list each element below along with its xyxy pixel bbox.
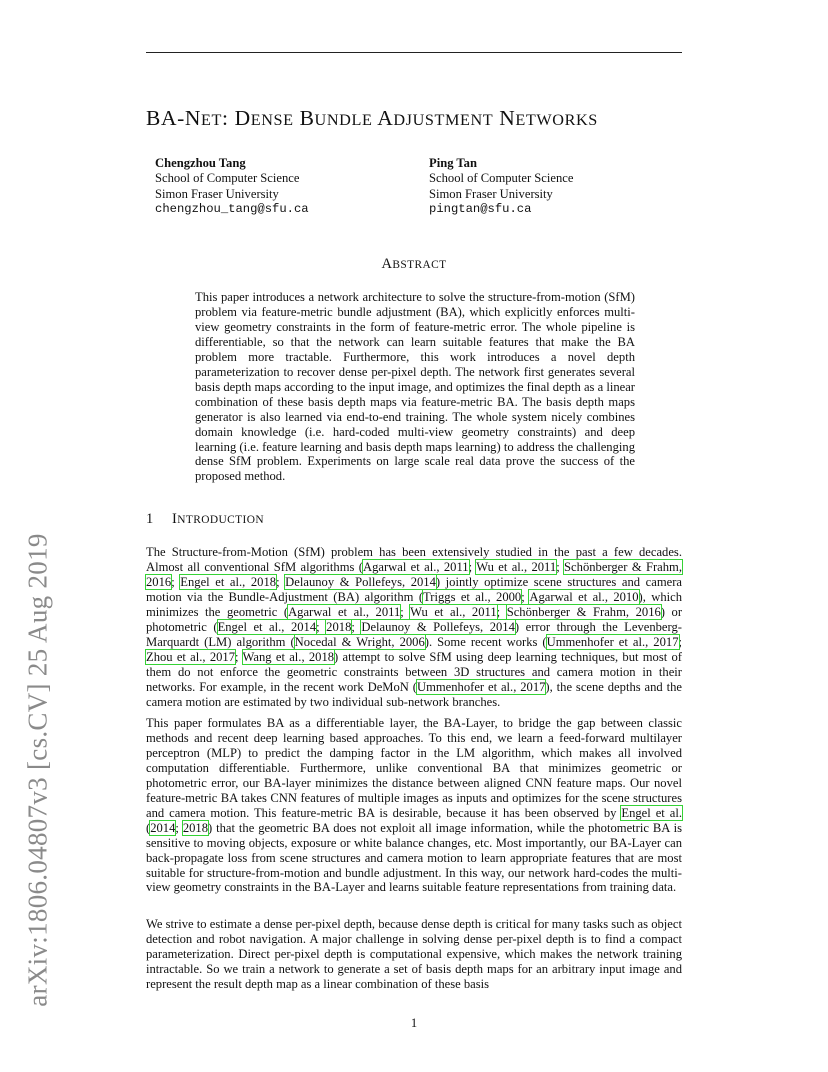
author-email[interactable]: chengzhou_tang@sfu.ca [155,202,309,217]
author-email[interactable]: pingtan@sfu.ca [429,202,532,217]
citation-link[interactable]: Agarwal et al., 2010 [529,589,639,604]
page-number: 1 [410,1016,418,1030]
citation-link[interactable]: Wang et al., 2018 [242,649,335,664]
citation-link[interactable]: Ummenhofer et al., 2017 [546,634,679,649]
author-name: Ping Tan [429,156,477,170]
citation-link[interactable]: 2014 [150,820,176,835]
citation-link[interactable]: Triggs et al., 2000 [423,589,522,604]
section-title: INTRODUCTION [172,511,264,527]
citation-link[interactable]: Delaunoy & Pollefeys, 2014 [361,619,515,634]
citation-link[interactable]: Nocedal & Wright, 2006 [294,634,425,649]
section-number: 1 [146,511,154,527]
arxiv-identifier: arXiv:1806.04807v3 [cs.CV] 25 Aug 2019 [22,533,53,1007]
author-university: Simon Fraser University [429,186,553,201]
intro-paragraph-2: This paper formulates BA as a differentiable layer, the BA-Layer, to bridge the gap between classic methods and recent deep learning based approaches. To this end, we learn a feed-forward multilayer perceptron (MLP) to predict the damping factor in the LM algorithm, which makes all involved computation differentiable. Furthermore, unlike conventional BA that minimizes geometric or photometric error, our BA-layer minimizes the distance between aligned CNN feature maps. Our novel feature-metric BA takes CNN features of multiple images as inputs and optimizes for the scene structures and camera motion. This feature-metric BA is desirable, because it has been observed by Engel et al. (2014; 2018) that the geometric BA does not exploit all image information, while the photometric BA is sensitive to moving objects, exposure or white balance changes, etc. Most importantly, our BA-Layer can back-propagate loss from scene structures and camera motion to learn appropriate features that are most suitable for structure-from-motion and bundle adjustment. In this way, our network hard-codes the multi-view geometry constraints in the BA-Layer and learns suitable feature representations from training data. [146,716,682,895]
author-block-2 [429,156,573,218]
citation-link[interactable]: Wu et al., 2011 [410,604,497,619]
top-rule [146,52,682,53]
abstract-text: This paper introduces a network architecture to solve the structure-from-motion (SfM) problem via feature-metric bundle adjustment (BA), which explicitly enforces multi-view geometry constraints in the form of feature-metric error. The whole pipeline is differentiable, so that the network can learn suitable features that make the BA problem more tractable. Furthermore, this work introduces a novel depth parameterization to recover dense per-pixel depth. The network first generates several basis depth maps according to the input image, and optimizes the final depth as a linear combination of these basis depth maps via feature-metric BA. The basis depth maps generator is also learned via end-to-end training. The whole system nicely combines domain knowledge (i.e. hard-coded multi-view geometry constraints) and deep learning (i.e. feature learning and basis depth maps learning) to address the challenging dense SfM problem. Experiments on large scale real data prove the success of the proposed method. [195,290,635,484]
citation-link[interactable]: Engel et al. [621,805,682,820]
citation-link[interactable]: Delaunoy & Pollefeys, 2014 [285,574,436,589]
author-school: School of Computer Science [429,171,574,186]
intro-paragraph-3: We strive to estimate a dense per-pixel depth, because dense depth is critical for many tasks such as object detection and robot navigation. A major challenge in solving dense per-pixel depth is to find a compact parameterization. Direct per-pixel depth is computational expensive, which makes the network training intractable. So we train a network to generate a set of basis depth maps for an arbitrary input image and represent the result depth map as a linear combination of these basis [146,917,682,991]
citation-link[interactable]: Agarwal et al., 2011 [362,559,469,574]
author-block-1 [155,156,309,218]
citation-link[interactable]: Agarwal et al., 2011 [288,604,401,619]
section-heading [146,511,264,528]
abstract-heading [0,256,828,273]
citation-link[interactable]: Wu et al., 2011 [476,559,557,574]
paper-title-text: BA-NET: DENSE BUNDLE ADJUSTMENT NETWORKS [146,106,598,130]
citation-link[interactable]: Engel et al., 2014 [217,619,317,634]
citation-link[interactable]: Zhou et al., 2017 [146,649,236,664]
citation-link[interactable]: Engel et al., 2018 [180,574,277,589]
intro-paragraph-1: The Structure-from-Motion (SfM) problem has been extensively studied in the past a few decades. Almost all conventional SfM algorithms (Agarwal et al., 2011; Wu et al., 2011; Schönberger & Frahm, 2016; Engel et al., 2018; Delaunoy & Pollefeys, 2014) jointly optimize scene structures and camera motion via the Bundle-Adjustment (BA) algorithm (Triggs et al., 2000; Agarwal et al., 2010), which minimizes the geometric (Agarwal et al., 2011; Wu et al., 2011; Schönberger & Frahm, 2016) or photometric (Engel et al., 2014; 2018; Delaunoy & Pollefeys, 2014) error through the Levenberg-Marquardt (LM) algorithm (Nocedal & Wright, 2006). Some recent works (Ummenhofer et al., 2017; Zhou et al., 2017; Wang et al., 2018) attempt to solve SfM using deep learning techniques, but most of them do not enforce the geometric constraints between 3D structures and camera motion in their networks. For example, in the recent work DeMoN (Ummenhofer et al., 2017), the scene depths and the camera motion are estimated by two individual sub-network branches. [146,545,683,709]
citation-link[interactable]: 2018 [182,820,208,835]
citation-link[interactable]: 2018 [326,619,352,634]
arxiv-sidebar [18,280,58,1007]
citation-link[interactable]: Schönberger & Frahm, 2016 [146,559,683,589]
author-name: Chengzhou Tang [155,156,246,170]
author-university: Simon Fraser University [155,186,279,201]
citation-link[interactable]: Ummenhofer et al., 2017 [416,679,546,694]
citation-link[interactable]: Schönberger & Frahm, 2016 [506,604,661,619]
abstract-heading-text: ABSTRACT [381,256,447,272]
paper-title [146,106,706,131]
author-school: School of Computer Science [155,171,300,186]
